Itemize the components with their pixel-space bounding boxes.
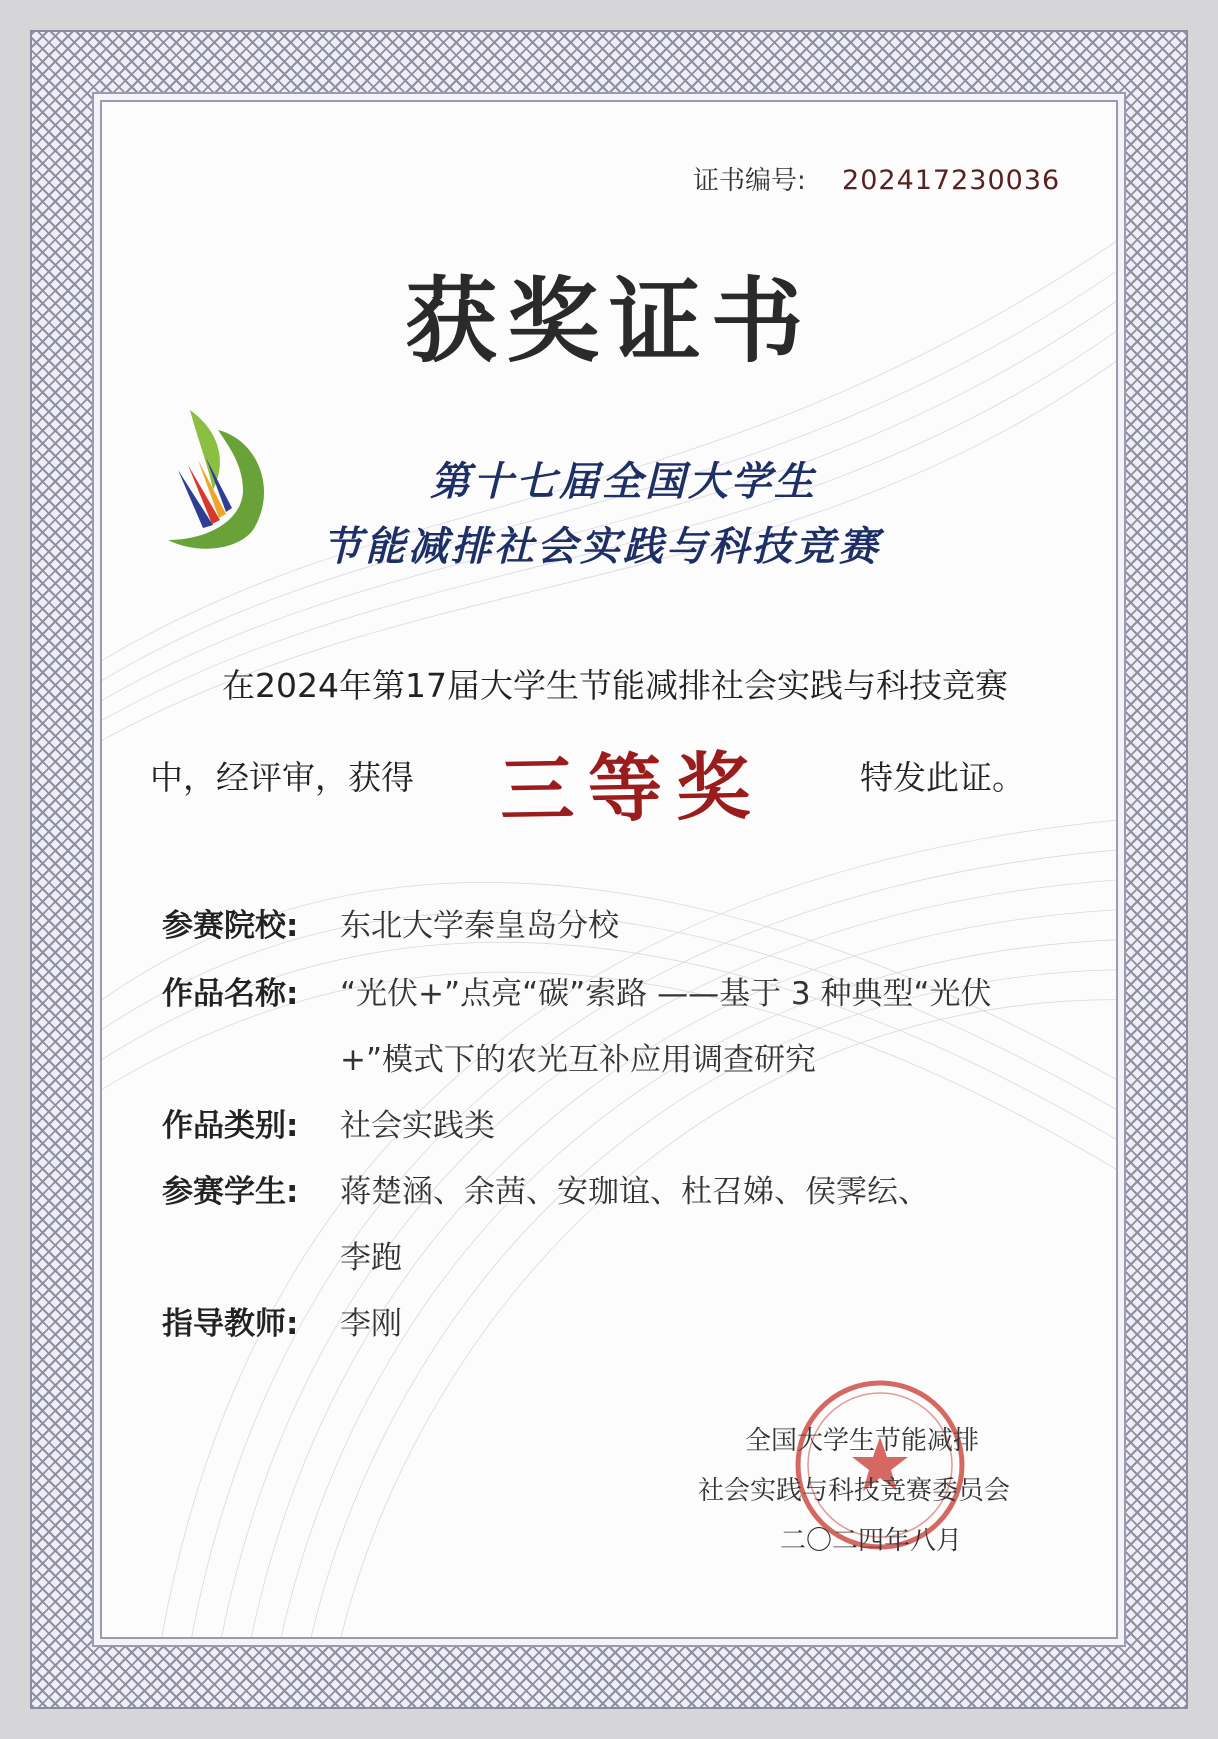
issuer-line2: 社会实践与科技竞赛委员会 [698,1476,1011,1506]
competition-logo [158,410,288,560]
students-value-line1: 蒋楚涵、余茜、安珈谊、杜召娣、侯霁纭、 [340,1174,929,1210]
issue-date: 二〇二四年八月 [780,1526,963,1556]
school-label: 参赛院校: [162,908,299,944]
work-name-value-line1: “光伏+”点亮“碳”索路 ——基于 3 种典型“光伏 [340,976,992,1012]
students-value-line2: 李跑 [340,1240,402,1276]
award-statement-line1: 在2024年第17届大学生节能减排社会实践与科技竞赛 [222,666,1008,705]
certificate-number-row [693,160,1060,197]
certificate-number-label: 证书编号: [693,166,806,196]
school-value: 东北大学秦皇岛分校 [340,908,619,944]
category-label: 作品类别: [162,1108,299,1144]
students-label: 参赛学生: [162,1174,299,1210]
work-name-value-line2: +”模式下的农光互补应用调查研究 [340,1042,817,1078]
competition-name-line2: 节能减排社会实践与科技竞赛 [322,524,881,570]
award-level: 三等奖 [499,743,765,835]
certificate-title: 获奖证书 [404,268,813,375]
issuer-line1: 全国大学生节能减排 [745,1426,980,1456]
certificate-number-value: 202417230036 [842,165,1061,196]
award-statement-line2-start: 中，经评审，获得 [150,758,414,797]
advisor-value: 李刚 [340,1306,402,1342]
work-name-label: 作品名称: [162,976,299,1012]
competition-name-line1: 第十七届全国大学生 [430,459,817,505]
category-value: 社会实践类 [340,1108,495,1144]
award-statement-line2-end: 特发此证。 [860,758,1025,797]
advisor-label: 指导教师: [162,1306,299,1342]
